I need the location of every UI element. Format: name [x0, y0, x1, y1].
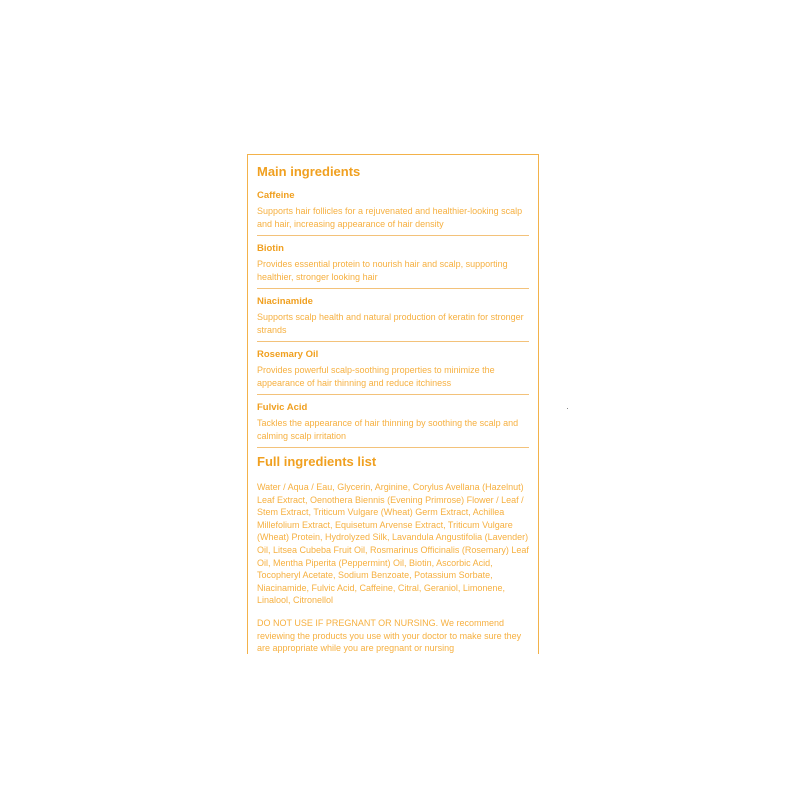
ingredient-item — [257, 348, 529, 395]
ingredient-item — [257, 401, 529, 448]
ingredient-item — [257, 189, 529, 236]
full-ingredients-list: Water / Aqua / Eau, Glycerin, Arginine, Corylus Avellana (Hazelnut) Leaf Extract, Oenothera Biennis (Evening Primrose) Flower / Leaf / Stem Extract, Triticum Vulgare (Wheat) Germ Extract, Achillea Millefolium Extract, Equisetum Arvense Extract, Triticum Vulgare (Wheat) Protein, Hydrolyzed Silk, Lavandula Angustifolia (Lavender) Oil, Litsea Cubeba Fruit Oil, Rosmarinus Officinalis (Rosemary) Leaf Oil, Mentha Piperita (Peppermint) Oil, Biotin, Ascorbic Acid, Tocopheryl Acetate, Sodium Benzoate, Potassium Sorbate, Niacinamide, Fulvic Acid, Caffeine, Citral, Geraniol, Limonene, Linalool, Citronellol — [257, 482, 529, 606]
ingredient-name: Caffeine — [257, 190, 295, 201]
ingredient-item — [257, 242, 529, 289]
full-ingredients-title: Full ingredients list — [257, 454, 377, 469]
main-ingredients-title: Main ingredients — [257, 164, 361, 179]
ingredient-description: Supports scalp health and natural production of keratin for stronger strands — [257, 312, 524, 335]
ingredient-name: Fulvic Acid — [257, 402, 308, 413]
ingredient-description: Supports hair follicles for a rejuvenated and healthier-looking scalp and hair, increasing appearance of hair density — [257, 206, 523, 229]
ingredient-name: Niacinamide — [257, 296, 313, 307]
ingredient-description: Tackles the appearance of hair thinning by soothing the scalp and calming scalp irritation — [257, 418, 519, 441]
ingredient-description: Provides essential protein to nourish hair and scalp, supporting healthier, stronger looking hair — [257, 259, 508, 282]
ingredient-item — [257, 295, 529, 342]
ingredient-name: Rosemary Oil — [257, 349, 319, 360]
ingredients-label-panel — [247, 154, 539, 654]
ingredient-description: Provides powerful scalp-soothing properties to minimize the appearance of hair thinning and reduce itchiness — [257, 365, 495, 388]
pregnancy-warning: DO NOT USE IF PREGNANT OR NURSING. We recommend reviewing the products you use with your doctor to make sure they are appropriate while you are pregnant or nursing — [257, 617, 522, 654]
stray-dot — [567, 408, 568, 409]
ingredient-name: Biotin — [257, 243, 284, 254]
